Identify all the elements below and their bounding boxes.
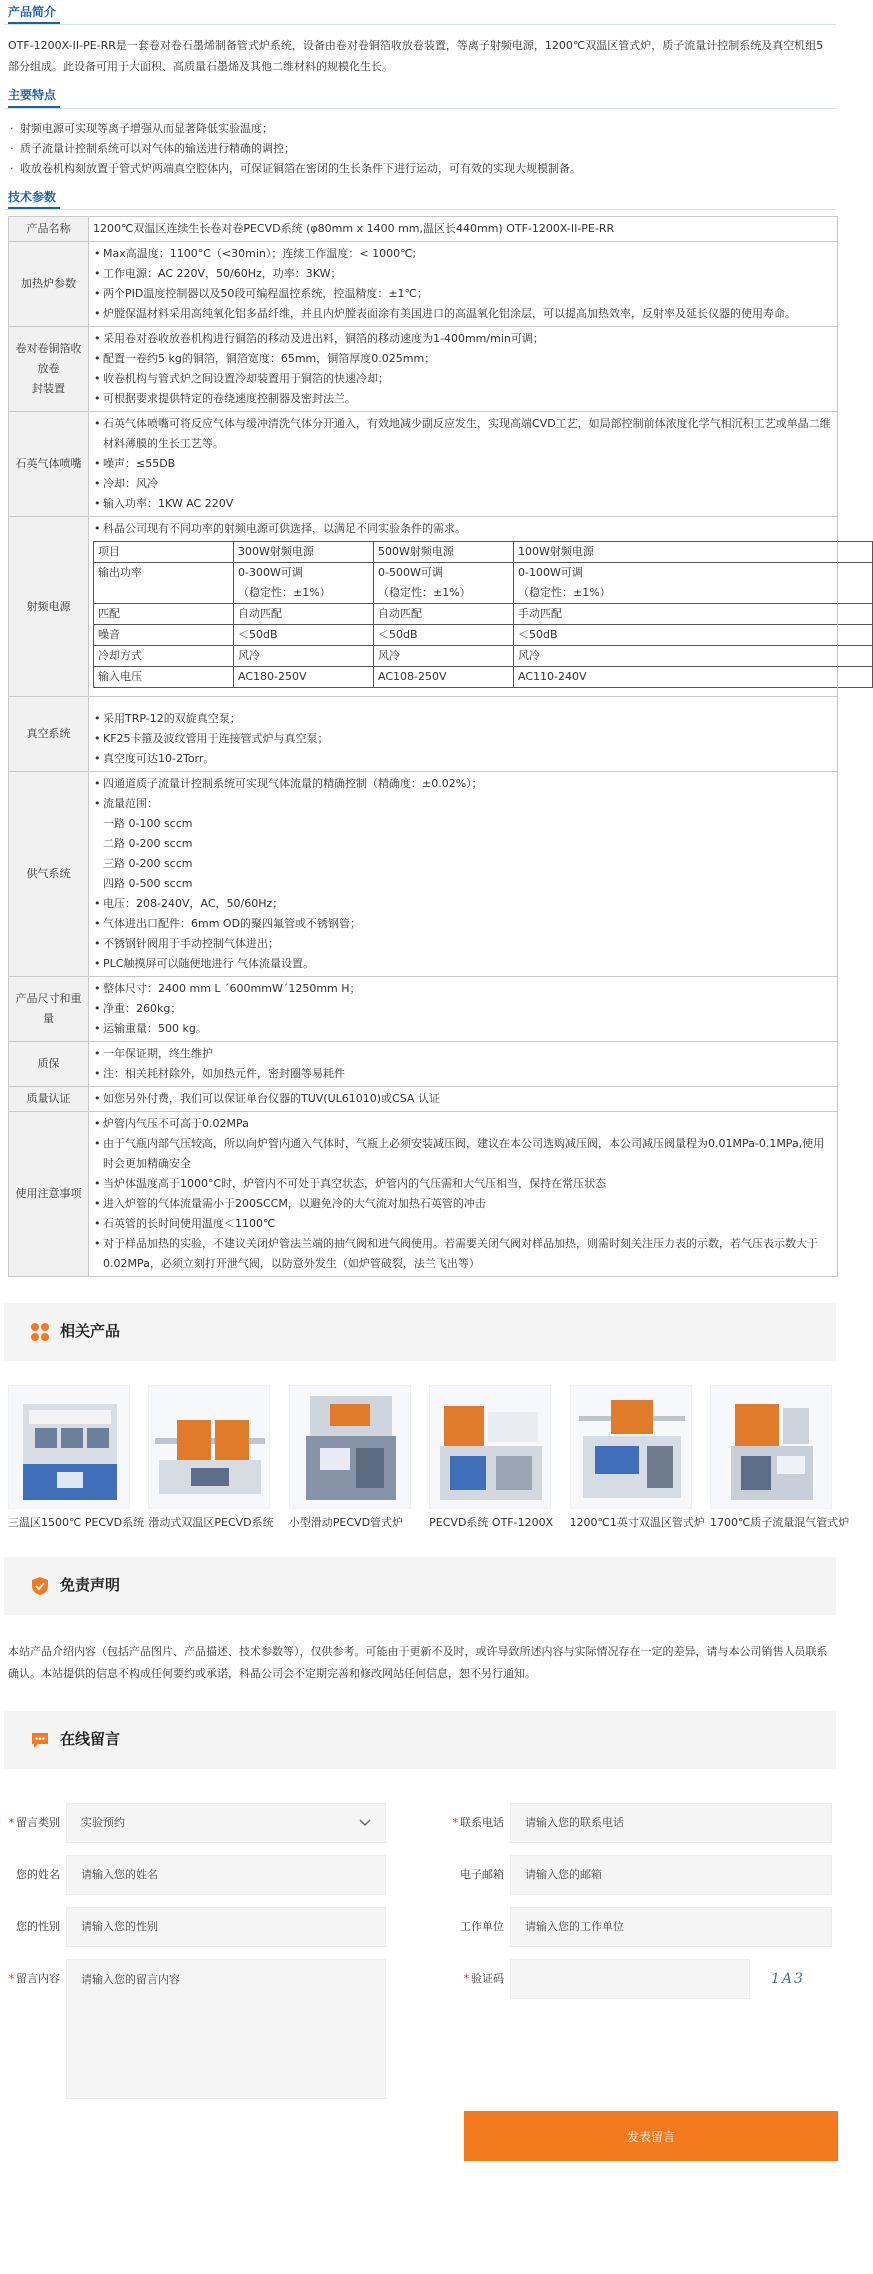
product-card[interactable] — [429, 1385, 554, 1531]
gender-input[interactable]: 请输入您的性别 — [66, 1907, 386, 1947]
param-value: 1200℃双温区连续生长卷对卷PECVD系统 (φ80mm x 1400 mm,温区长440mm) OTF-1200X-II-PE-RR — [89, 217, 838, 242]
product-name[interactable]: 滑动式双温区PECVD系统 — [148, 1516, 274, 1530]
content-textarea[interactable]: 请输入您的留言内容 — [66, 1959, 386, 2099]
param-value: • 整体尺寸：2400 mm L ˊ600mmWˊ1250mm H； • 净重：260kg； • 运输重量：500 kg。 — [89, 977, 838, 1042]
rf-table-cell: 噪音 — [94, 625, 234, 646]
param-value: • 采用卷对卷收放卷机构进行铜箔的移动及进出料，铜箔的移动速度为1-400mm/min可调； • 配置一卷约5 kg的铜箔，铜箔宽度：65mm，铜箔厚度0.025mm； • 收卷机构与管式炉之间设置冷却装置用于铜箔的快速冷却； • 可根据要求提供特定的卷绕速度控制器及密封法兰。 — [89, 327, 838, 412]
rf-table-cell: AC108-250V — [374, 667, 514, 688]
product-image[interactable] — [710, 1385, 832, 1509]
rf-table-row — [94, 604, 873, 625]
product-image[interactable] — [148, 1385, 270, 1509]
rf-table-cell: AC180-250V — [234, 667, 374, 688]
param-label: 质量认证 — [9, 1087, 89, 1112]
category-label: 留言类别 — [16, 1816, 60, 1830]
email-label: 电子邮箱 — [460, 1868, 504, 1882]
disclaimer-title: 免责声明 — [60, 1576, 121, 1595]
product-name[interactable]: 三温区1500℃ PECVD系统 — [8, 1516, 145, 1530]
company-input[interactable]: 请输入您的工作单位 — [510, 1907, 832, 1947]
rf-table-cell: 0-500W可调 （稳定性：±1%） — [374, 563, 514, 604]
param-label: 供气系统 — [9, 772, 89, 977]
param-label: 石英气体喷嘴 — [9, 412, 89, 517]
param-label: 真空系统 — [9, 697, 89, 772]
product-name[interactable]: PECVD系统 OTF-1200X — [429, 1516, 554, 1530]
param-value: • 一年保证期，终生维护 • 注：相关耗材除外，如加热元件，密封圈等易耗件 — [89, 1042, 838, 1087]
product-image[interactable] — [429, 1385, 551, 1509]
param-label: 卷对卷铜箔收 放卷 封装置 — [9, 327, 89, 412]
feature-item: · 射频电源可实现等离子增强从而显著降低实验温度； — [8, 119, 832, 139]
submit-button[interactable]: 发表留言 — [464, 2111, 838, 2161]
param-label: 使用注意事项 — [9, 1112, 89, 1277]
rf-table-cell: 自动匹配 — [234, 604, 374, 625]
category-select[interactable]: 实验预约 — [66, 1803, 386, 1843]
section-title-intro: 产品简介 — [4, 4, 836, 24]
product-name[interactable]: 1200℃1英寸双温区管式炉 — [569, 1516, 705, 1530]
rf-table-cell: 输出功率 — [94, 563, 234, 604]
phone-input[interactable]: 请输入您的联系电话 — [510, 1803, 832, 1843]
param-value: • 采用TRP-12的双旋真空泵； • KF25卡箍及波纹管用于连接管式炉与真空泵； • 真空度可达10-2Torr。 — [89, 697, 838, 772]
feature-item: · 质子流量计控制系统可以对气体的输送进行精确的调控； — [8, 139, 832, 159]
feature-item: · 收放卷机构刻放置于管式炉两端真空腔体内，可保证铜箔在密闭的生长条件下进行运动，可有效的实现大规模制备。 — [8, 159, 832, 179]
rf-table-cell: 风冷 — [514, 646, 873, 667]
phone-label: 联系电话 — [460, 1816, 504, 1830]
product-image[interactable] — [8, 1385, 130, 1509]
param-label: 产品名称 — [9, 217, 89, 242]
rf-table-cell: 风冷 — [234, 646, 374, 667]
rf-table-cell: AC110-240V — [514, 667, 873, 688]
company-label: 工作单位 — [460, 1920, 504, 1934]
rf-table-cell: 输入电压 — [94, 667, 234, 688]
product-name[interactable]: 1700℃质子流量混气管式炉 — [709, 1516, 850, 1530]
content-label: 留言内容 — [16, 1972, 60, 1986]
related-products-title: 相关产品 — [60, 1322, 121, 1341]
rf-table-row — [94, 563, 873, 604]
param-value: • 石英气体喷嘴可将反应气体与缓冲清洗气体分开通入，有效地减少副反应发生，实现高端CVD工艺，如局部控制前体浓度化学气相沉积工艺或单晶二维材料薄膜的生长工艺等。 • 噪声：≤55DB • 冷却：风冷 • 输入功率：1KW AC 220V — [89, 412, 838, 517]
param-value: • 炉管内气压不可高于0.02MPa • 由于气瓶内部气压较高，所以向炉管内通入气体时，气瓶上必须安装减压阀，建议在本公司选购减压阀，本公司减压阀量程为0.01MPa-0.1MPa,使用时会更加精确安全 • 当炉体温度高于1000°C时，炉管内不可处于真空状态，炉管内的气压需和大气压相当，保持在常压状态 • 进入炉管的气体流量需小于200SCCM，以避免冷的大气流对加热石英管的冲击 • 石英管的长时间使用温度＜1100℃ • 对于样品加热的实验，不建议关闭炉管法兰端的抽气阀和进气阀使用。若需要关闭气阀对样品加热，则需时刻关注压力表的示数，若气压表示数大于0.02MPa，必须立刻打开泄气阀，以防意外发生（如炉管破裂，法兰飞出等） — [89, 1112, 838, 1277]
rf-table-cell: ＜50dB — [234, 625, 374, 646]
rf-table-cell: 项目 — [94, 542, 234, 563]
captcha-label: 验证码 — [471, 1972, 504, 1986]
features-list — [4, 115, 836, 185]
message-title: 在线留言 — [60, 1730, 121, 1749]
disclaimer-header — [4, 1557, 836, 1615]
grid-icon — [30, 1322, 50, 1342]
rf-table-cell: 0-300W可调 （稳定性：±1%） — [234, 563, 374, 604]
rf-table-cell: 自动匹配 — [374, 604, 514, 625]
param-label: 射频电源 — [9, 517, 89, 697]
param-value: • 四通道质子流量计控制系统可实现气体流量的精确控制（精确度：±0.02%）； • 流量范围： 一路 0-100 sccm 二路 0-200 sccm 三路 0-200 sccm 四路 0-500 sccm • 电压：208-240V，AC，50/60Hz； • 气体进出口配件：6mm OD的聚四氟管或不锈钢管； • 不锈钢针阀用于手动控制气体进出； • PLC触摸屏可以随便地进行 气体流量设置。 — [89, 772, 838, 977]
message-form: * 留言类别 实验预约 * 联系电话 请输入您的联系电话 您的姓名 请输入您的姓名 电子邮箱 请输入您的邮箱 您的性别 请输入您的性别 工作单位 请输入您的工作单位 * 留言内容 请输入您的留言内容 * 验证码 1A3 发表留言 — [4, 1769, 836, 2089]
rf-table-row — [94, 542, 873, 563]
rf-table-row — [94, 625, 873, 646]
product-image[interactable] — [570, 1385, 692, 1509]
rf-table-cell: 风冷 — [374, 646, 514, 667]
name-label: 您的姓名 — [16, 1868, 60, 1882]
page — [0, 4, 850, 2144]
section-title-params: 技术参数 — [4, 189, 836, 209]
param-label: 加热炉参数 — [9, 242, 89, 327]
rf-table-cell: 冷却方式 — [94, 646, 234, 667]
email-input[interactable]: 请输入您的邮箱 — [510, 1855, 832, 1895]
rf-table-row — [94, 646, 873, 667]
product-name[interactable]: 小型滑动PECVD管式炉 — [288, 1516, 404, 1530]
product-card[interactable] — [569, 1385, 705, 1531]
rf-table-cell: ＜50dB — [514, 625, 873, 646]
param-value: • Max高温度：1100°C（<30min）；连续工作温度：< 1000℃; • 工作电源：AC 220V，50/60Hz，功率：3KW； • 两个PID温度控制器以及50段可编程温控系统，控温精度：±1℃； • 炉膛保温材料采用高纯氧化铝多晶纤维，并且内炉膛表面涂有美国进口的高温氧化铝涂层，可以提高加热效率，反射率及延长仪器的使用寿命。 — [89, 242, 838, 327]
rf-table-cell: 500W射频电源 — [374, 542, 514, 563]
captcha-input[interactable] — [510, 1959, 750, 1999]
params-table — [8, 216, 838, 1277]
message-header — [4, 1711, 836, 1769]
product-card[interactable] — [289, 1385, 411, 1531]
rf-table-row — [94, 667, 873, 688]
rf-table-cell: 100W射频电源 — [514, 542, 873, 563]
rf-table-cell: 0-100W可调 （稳定性：±1%） — [514, 563, 873, 604]
rf-table-cell: ＜50dB — [374, 625, 514, 646]
param-label: 产品尺寸和重量 — [9, 977, 89, 1042]
product-image[interactable] — [289, 1385, 411, 1509]
shield-icon — [30, 1576, 50, 1596]
section-title-features: 主要特点 — [4, 87, 836, 107]
rf-table-cell: 匹配 — [94, 604, 234, 625]
name-input[interactable]: 请输入您的姓名 — [66, 1855, 386, 1895]
param-value: • 如您另外付费，我们可以保证单台仪器的TUV(UL61010)或CSA 认证 — [89, 1087, 838, 1112]
product-card[interactable] — [148, 1385, 274, 1531]
param-label: 质保 — [9, 1042, 89, 1087]
rf-table-cell: 300W射频电源 — [234, 542, 374, 563]
intro-text: OTF-1200X-II-PE-RR是一套卷对卷石墨烯制备管式炉系统，设备由卷对卷铜箔收放卷装置，等离子射频电源，1200℃双温区管式炉，质子流量计控制系统及真空机组5部分组成。此设备可用于大面积、高质量石墨烯及其他二维材料的规模化生长。 — [8, 39, 824, 74]
related-products-header — [4, 1303, 836, 1361]
related-products-list — [4, 1361, 850, 1531]
product-card[interactable] — [709, 1385, 850, 1531]
rf-power-table — [93, 541, 873, 688]
product-card[interactable] — [8, 1385, 145, 1531]
rf-table-cell: 手动匹配 — [514, 604, 873, 625]
gender-label: 您的性别 — [16, 1920, 60, 1934]
disclaimer-text: 本站产品介绍内容（包括产品图片、产品描述、技术参数等），仅供参考。可能由于更新不及时，或许导致所述内容与实际情况存在一定的差异，请与本公司销售人员联系确认。本站提供的信息不构成任何要约或承诺，科晶公司会不定期完善和修改网站任何信息，恕不另行通知。 — [8, 1645, 828, 1681]
captcha-image[interactable]: 1A3 — [771, 1970, 805, 1987]
chat-icon — [30, 1730, 50, 1750]
param-value: • 科晶公司现有不同功率的射频电源可供选择，以满足不同实验条件的需求。 项目 300W射频电源 500W射频电源 100W射频电源 输出功率 0-300W可调 （稳定性：±1%） 0-500W可调 （稳定性：±1%） 0-100W可调 （稳定性：±1%） 匹配 自动匹配 自动匹配 手动匹配 噪音 ＜50dB ＜50dB ＜50dB 冷却方式 风冷 风冷 风冷 输入电压 AC180-250V AC108-250V AC110-240V — [89, 517, 838, 697]
chevron-down-icon — [359, 1819, 371, 1827]
